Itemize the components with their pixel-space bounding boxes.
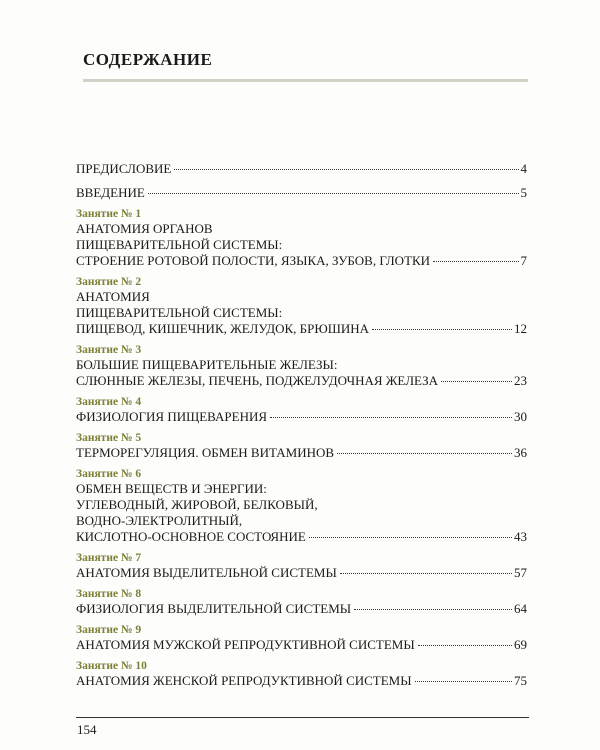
toc-entry[interactable] — [76, 395, 527, 425]
entry-page-number: 5 — [520, 185, 527, 200]
entry-page-number: 75 — [514, 673, 527, 688]
entry-leader-row — [76, 565, 527, 581]
toc-entry[interactable] — [76, 343, 527, 389]
toc-entry[interactable] — [76, 431, 527, 461]
entry-page-number: 36 — [514, 445, 527, 460]
entry-page-number: 12 — [514, 321, 527, 336]
toc-entry[interactable] — [76, 467, 527, 545]
footer-rule — [76, 717, 529, 718]
entry-title-line: ПРЕДИСЛОВИЕ — [76, 161, 172, 176]
toc-entry[interactable] — [76, 275, 527, 337]
page-number: 154 — [77, 722, 97, 737]
entry-title-line: СТРОЕНИЕ РОТОВОЙ ПОЛОСТИ, ЯЗЫКА, ЗУБОВ, ГЛОТКИ — [76, 253, 431, 268]
entry-title-line: АНАТОМИЯ ЖЕНСКОЙ РЕПРОДУКТИВНОЙ СИСТЕМЫ — [76, 673, 412, 688]
entry-title-line: КИСЛОТНО-ОСНОВНОЕ СОСТОЯНИЕ — [76, 529, 306, 544]
entry-title-line: УГЛЕВОДНЫЙ, ЖИРОВОЙ, БЕЛКОВЫЙ, — [76, 497, 318, 512]
entry-page-number: 23 — [514, 373, 527, 388]
toc-entry[interactable] — [76, 551, 527, 581]
dot-leader — [337, 453, 512, 454]
entry-title-line: ПИЩЕВОД, КИШЕЧНИК, ЖЕЛУДОК, БРЮШИНА — [76, 321, 370, 336]
dot-leader — [372, 329, 512, 330]
entry-title-line: ФИЗИОЛОГИЯ ВЫДЕЛИТЕЛЬНОЙ СИСТЕМЫ — [76, 601, 352, 616]
entry-title-line: ВОДНО-ЭЛЕКТРОЛИТНЫЙ, — [76, 513, 243, 528]
toc-entry[interactable] — [76, 161, 527, 177]
lesson-label: Занятие № 2 — [76, 276, 142, 288]
dot-leader — [418, 645, 512, 646]
dot-leader — [270, 417, 512, 418]
entry-title-line: БОЛЬШИЕ ПИЩЕВАРИТЕЛЬНЫЕ ЖЕЛЕЗЫ: — [76, 357, 338, 372]
entry-page-number: 57 — [514, 565, 527, 580]
lesson-label: Занятие № 10 — [76, 660, 147, 672]
lesson-label: Занятие № 8 — [76, 588, 142, 600]
entry-leader-row — [76, 409, 527, 425]
title-rule — [83, 79, 528, 82]
entry-leader-row — [76, 253, 527, 269]
lesson-label: Занятие № 3 — [76, 344, 142, 356]
entry-page-number: 7 — [520, 253, 527, 268]
dot-leader — [340, 573, 512, 574]
dot-leader — [174, 169, 518, 170]
entry-leader-row — [76, 601, 527, 617]
entry-title-line: АНАТОМИЯ МУЖСКОЙ РЕПРОДУКТИВНОЙ СИСТЕМЫ — [76, 637, 415, 652]
entry-title-line: АНАТОМИЯ — [76, 289, 150, 304]
entry-leader-row — [76, 161, 527, 177]
entry-page-number: 4 — [520, 161, 527, 176]
entry-title-line: ОБМЕН ВЕЩЕСТВ И ЭНЕРГИИ: — [76, 481, 267, 496]
lesson-label: Занятие № 6 — [76, 468, 142, 480]
entry-leader-row — [76, 637, 527, 653]
entry-title-line: АНАТОМИЯ ВЫДЕЛИТЕЛЬНОЙ СИСТЕМЫ — [76, 565, 337, 580]
entry-leader-row — [76, 373, 527, 389]
entry-leader-row — [76, 673, 527, 689]
entry-page-number: 30 — [514, 409, 527, 424]
entry-title-line: ПИЩЕВАРИТЕЛЬНОЙ СИСТЕМЫ: — [76, 237, 283, 252]
lesson-label: Занятие № 7 — [76, 552, 142, 564]
entry-page-number: 69 — [514, 637, 527, 652]
toc-entry[interactable] — [76, 587, 527, 617]
entry-title-line: СЛЮННЫЕ ЖЕЛЕЗЫ, ПЕЧЕНЬ, ПОДЖЕЛУДОЧНАЯ ЖЕЛЕЗА — [76, 373, 439, 388]
entry-title-line: ФИЗИОЛОГИЯ ПИЩЕВАРЕНИЯ — [76, 409, 268, 424]
dot-leader — [415, 681, 512, 682]
table-of-contents — [76, 155, 527, 689]
dot-leader — [148, 193, 519, 194]
toc-entry[interactable] — [76, 623, 527, 653]
lesson-label: Занятие № 9 — [76, 624, 142, 636]
lesson-label: Занятие № 5 — [76, 432, 142, 444]
lesson-label: Занятие № 4 — [76, 396, 142, 408]
dot-leader — [354, 609, 512, 610]
entry-page-number: 43 — [514, 529, 527, 544]
lesson-label: Занятие № 1 — [76, 208, 142, 220]
entry-leader-row — [76, 445, 527, 461]
entry-title-line: ВВЕДЕНИЕ — [76, 185, 145, 200]
dot-leader — [309, 537, 512, 538]
dot-leader — [433, 261, 518, 262]
toc-entry[interactable] — [76, 207, 527, 269]
toc-entry[interactable] — [76, 185, 527, 201]
entry-title-line: АНАТОМИЯ ОРГАНОВ — [76, 221, 213, 236]
entry-page-number: 64 — [514, 601, 527, 616]
dot-leader — [441, 381, 512, 382]
entry-title-line: ПИЩЕВАРИТЕЛЬНОЙ СИСТЕМЫ: — [76, 305, 283, 320]
toc-entry[interactable] — [76, 659, 527, 689]
entry-leader-row — [76, 321, 527, 337]
entry-leader-row — [76, 185, 527, 201]
entry-title-line: ТЕРМОРЕГУЛЯЦИЯ. ОБМЕН ВИТАМИНОВ — [76, 445, 335, 460]
entry-leader-row — [76, 529, 527, 545]
page-title: СОДЕРЖАНИЕ — [83, 50, 213, 69]
